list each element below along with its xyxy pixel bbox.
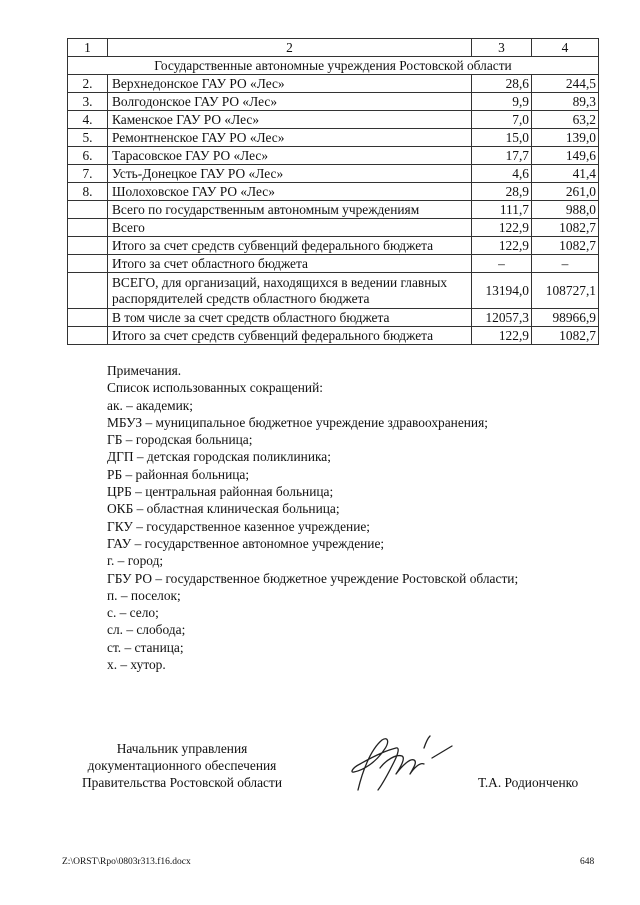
notes-title: Примечания. [107,363,182,378]
row-value-col4: 1082,7 [532,327,599,345]
row-number: 3. [68,93,108,111]
row-value-col3: 15,0 [472,129,532,147]
row-number [68,237,108,255]
row-value-col3: 28,6 [472,75,532,93]
row-number: 7. [68,165,108,183]
abbreviation-item: ак. – академик; [107,397,193,413]
file-path: Z:\ORST\Rpo\0803r313.f16.docx [62,857,191,867]
table-row [68,111,599,129]
abbreviation-item: ЦРБ – центральная районная больница; [107,484,334,500]
table-row [68,309,599,327]
row-number [68,309,108,327]
row-number [68,273,108,309]
header-col-4: 4 [532,39,599,57]
row-value-col4: 98966,9 [532,309,599,327]
position-line: Правительства Ростовской области [81,775,283,790]
row-name: Всего по государственным автономным учреждениям [108,201,472,219]
abbreviation-item: с. – село; [107,605,159,621]
row-value-col3: 111,7 [472,201,532,219]
abbreviation-item: ДГП – детская городская поликлиника; [107,449,331,465]
table-row [68,273,599,309]
row-number [68,219,108,237]
row-value-col4: 63,2 [532,111,599,129]
row-value-col4: 149,6 [532,147,599,165]
table-row [68,327,599,345]
table-row [68,255,599,273]
budget-table [67,38,599,345]
row-name: Всего [108,219,472,237]
header-col-2: 2 [108,39,472,57]
header-col-1: 1 [68,39,108,57]
table-row [68,201,599,219]
row-value-col4: 108727,1 [532,273,599,309]
row-name: Верхнедонское ГАУ РО «Лес» [108,75,472,93]
row-value-col4: 1082,7 [532,237,599,255]
table-row [68,147,599,165]
notes-section [107,362,518,673]
table-row [68,237,599,255]
row-value-col4: 244,5 [532,75,599,93]
signer-name: Т.А. Родионченко [478,775,579,790]
row-number [68,201,108,219]
abbreviation-item: ОКБ – областная клиническая больница; [107,501,340,517]
table-header-row [68,39,599,57]
table-row [68,165,599,183]
section-title-row [68,57,599,75]
page-number: 648 [580,857,595,867]
section-title: Государственные автономные учреждения Ростовской области [68,57,599,75]
row-value-col3: 12057,3 [472,309,532,327]
row-name: Шолоховское ГАУ РО «Лес» [108,183,472,201]
row-value-col4: 139,0 [532,129,599,147]
row-number: 2. [68,75,108,93]
table-row [68,75,599,93]
table-row [68,93,599,111]
row-number: 5. [68,129,108,147]
abbreviation-item: РБ – районная больница; [107,466,250,482]
abbreviation-item: п. – поселок; [107,587,181,603]
signer-position [62,740,302,791]
row-number [68,327,108,345]
row-value-col3: 4,6 [472,165,532,183]
abbreviation-item: МБУЗ – муниципальное бюджетное учреждение здравоохранения; [107,414,488,430]
row-value-col3: 13194,0 [472,273,532,309]
abbreviation-item: ГБ – городская больница; [107,432,253,448]
table-row [68,219,599,237]
row-name: Тарасовское ГАУ РО «Лес» [108,147,472,165]
row-number [68,255,108,273]
row-name: Волгодонское ГАУ РО «Лес» [108,93,472,111]
abbreviation-item: сл. – слобода; [107,622,186,638]
row-value-col3: 7,0 [472,111,532,129]
row-value-col4: 41,4 [532,165,599,183]
abbreviation-item: ГБУ РО – государственное бюджетное учреждение Ростовской области; [107,570,519,586]
row-value-col3: – [472,255,532,273]
handwritten-signature [340,728,455,798]
row-name: Каменское ГАУ РО «Лес» [108,111,472,129]
abbreviation-item: ст. – станица; [107,639,184,655]
row-value-col3: 17,7 [472,147,532,165]
row-value-col4: 988,0 [532,201,599,219]
row-value-col4: – [532,255,599,273]
row-value-col4: 1082,7 [532,219,599,237]
row-name: Итого за счет областного бюджета [108,255,472,273]
row-name: ВСЕГО, для организаций, находящихся в ведении главных распорядителей средств областного бюджета [108,273,472,309]
row-value-col3: 122,9 [472,219,532,237]
row-value-col3: 122,9 [472,237,532,255]
row-number: 6. [68,147,108,165]
row-value-col3: 9,9 [472,93,532,111]
abbreviation-item: г. – город; [107,553,164,569]
header-col-3: 3 [472,39,532,57]
table-row [68,129,599,147]
position-line: Начальник управления [116,741,248,756]
table-row [68,183,599,201]
abbreviation-item: ГАУ – государственное автономное учреждение; [107,535,385,551]
notes-subtitle: Список использованных сокращений: [107,380,323,396]
row-value-col3: 28,9 [472,183,532,201]
row-name: Ремонтненское ГАУ РО «Лес» [108,129,472,147]
row-name: Итого за счет средств субвенций федерального бюджета [108,327,472,345]
abbreviation-list [107,397,518,674]
abbreviation-item: ГКУ – государственное казенное учреждение; [107,518,371,534]
row-name: Итого за счет средств субвенций федерального бюджета [108,237,472,255]
position-line: документационного обеспечения [87,758,277,773]
row-value-col4: 261,0 [532,183,599,201]
row-name: В том числе за счет средств областного бюджета [108,309,472,327]
abbreviation-item: х. – хутор. [107,657,166,673]
row-number: 8. [68,183,108,201]
row-name: Усть-Донецкое ГАУ РО «Лес» [108,165,472,183]
row-number: 4. [68,111,108,129]
row-value-col3: 122,9 [472,327,532,345]
row-value-col4: 89,3 [532,93,599,111]
